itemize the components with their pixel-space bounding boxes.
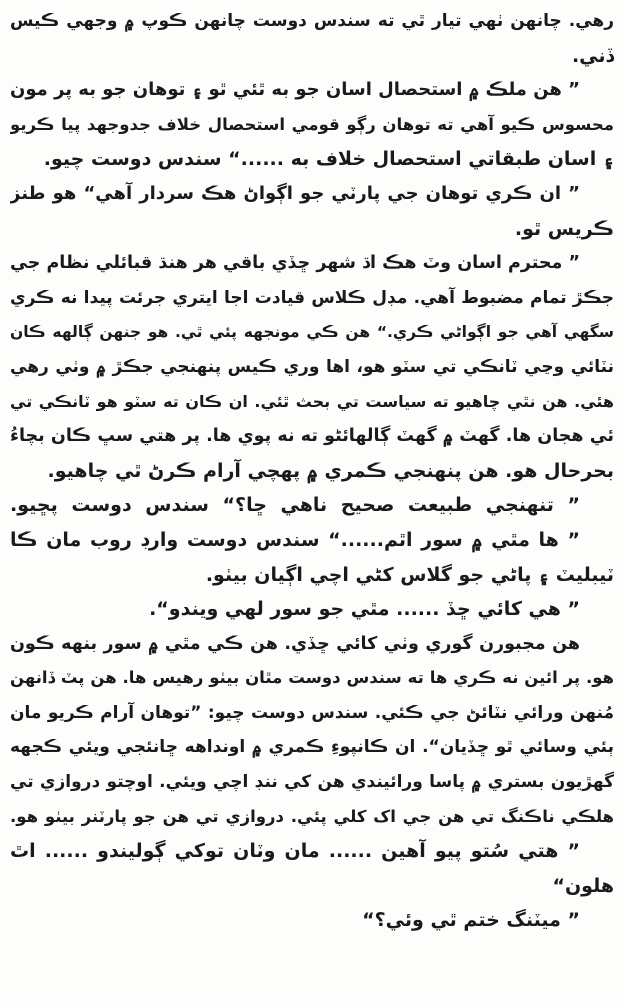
text-line: رهي. چانهن ٺهي تيار ٿي ته سندس دوست چانهن ڪوپ ۾ وجهي ڪيس — [10, 11, 614, 31]
text-line: ” هتي سُتو پيو آهين ...... مان وٽان توکي ڳوليندو ...... اٿ — [10, 840, 580, 863]
text-line: ” ان ڪري توهان جي پارٽي جو اڳواڻ هڪ سردار آهي“ هو طنز — [10, 182, 580, 204]
text-line: گهڙيون بستري ۾ پاسا ورائيندي هن کي ننڊ اچي ويئي. اوچتو دروازي تي — [10, 772, 614, 793]
body-text — [10, 4, 614, 938]
text-line: هلڪي ناڪنگ تي هن جي اک کلي پئي. دروازي تي هن جو پارٽنر بيٺو هو. — [10, 806, 614, 826]
text-line: ڏني. — [571, 44, 614, 67]
text-line: ” محترم اسان وٽ هڪ اڌ شهر ڇڏي باقي هر هنڌ قبائلي نظام جي — [10, 253, 580, 274]
text-line: ئي هجان ها. گهٽ ۾ گهٽ ڳالهائڻو ته نه پوي ها. پر هتي سڀ ڪان بچاءُ — [10, 426, 614, 447]
text-line: سگهي آهي جو اڳواڻي ڪري.“ هن ڪي مونجهه پئي ٿي. هو جنهن ڳالهه ڪان — [10, 323, 614, 342]
text-line: ” ها مٿي ۾ سور اٿم......“ سندس دوست وارڊ روب مان ڪا — [10, 528, 580, 551]
text-line: ” هي کائي ڇڏ ...... مٿي جو سور لهي ويندو“. — [149, 598, 580, 621]
text-line: هو. پر ائين نه ڪري ها ته سندس دوست مٿان بيٺو رهيس ها. هن پٽ ڏانهن — [10, 668, 614, 688]
text-line: جڪڙ تمام مضبوط آهي. مڊل ڪلاس قيادت اجا ايتري جرئت پيدا نه ڪري — [10, 287, 614, 308]
text-line: هئي. هن نٿي چاهيو ته سياست تي بحث ٿئي. ان ڪان ته سٽو هو ٽانڪي تي — [10, 391, 614, 411]
text-line: محسوس ڪيو آهي ته توهان رڳو قومي استحصال خلاف جدوجهد پيا ڪريو — [10, 114, 614, 134]
text-line: هن مجبورن گوري وٺي کائي ڇڏي. هن ڪي مٿي ۾ سور بنهه ڪون — [10, 633, 580, 654]
text-line: ٻئي وسائي ٿو ڇڏيان“. ان ڪانپوءِ ڪمري ۾ اونداهه ڇانئجي ويئي ڪجهه — [10, 737, 614, 758]
text-line: ۽ اسان طبقاتي استحصال خلاف به ......“ سندس دوست چيو. — [43, 148, 614, 171]
text-line: ” ميٽنگ ختم ٿي وئي؟“ — [362, 909, 580, 932]
text-line: ڪريس ٿو. — [514, 217, 614, 240]
text-line: ٽيبليٽ ۽ پاڻي جو گلاس کڻي اچي اڳيان بيٺو. — [205, 563, 614, 586]
text-line: ” تنهنجي طبيعت صحيح ناهي ڇا؟“ سندس دوست پڇيو. — [10, 494, 580, 517]
text-line: ” هن ملڪ ۾ استحصال اسان جو به ٿئي ٿو ۽ توهان جو به پر مون — [10, 79, 580, 101]
text-line: هلون“ — [552, 874, 614, 897]
text-line: بحرحال هو. هن پنهنجي ڪمري ۾ پهچي آرام ڪرڻ ٿي چاهيو. — [47, 459, 614, 482]
text-line: نٽائي وڃي ٽانڪي تي سٽو هو، اها وري ڪيس پنهنجي جڪڙ ۾ وٺي رهي — [10, 356, 614, 377]
text-line: مُنهن ورائي نٽائڻ جي ڪئي. سندس دوست چيو: ”توهان آرام ڪريو مان — [10, 702, 614, 723]
